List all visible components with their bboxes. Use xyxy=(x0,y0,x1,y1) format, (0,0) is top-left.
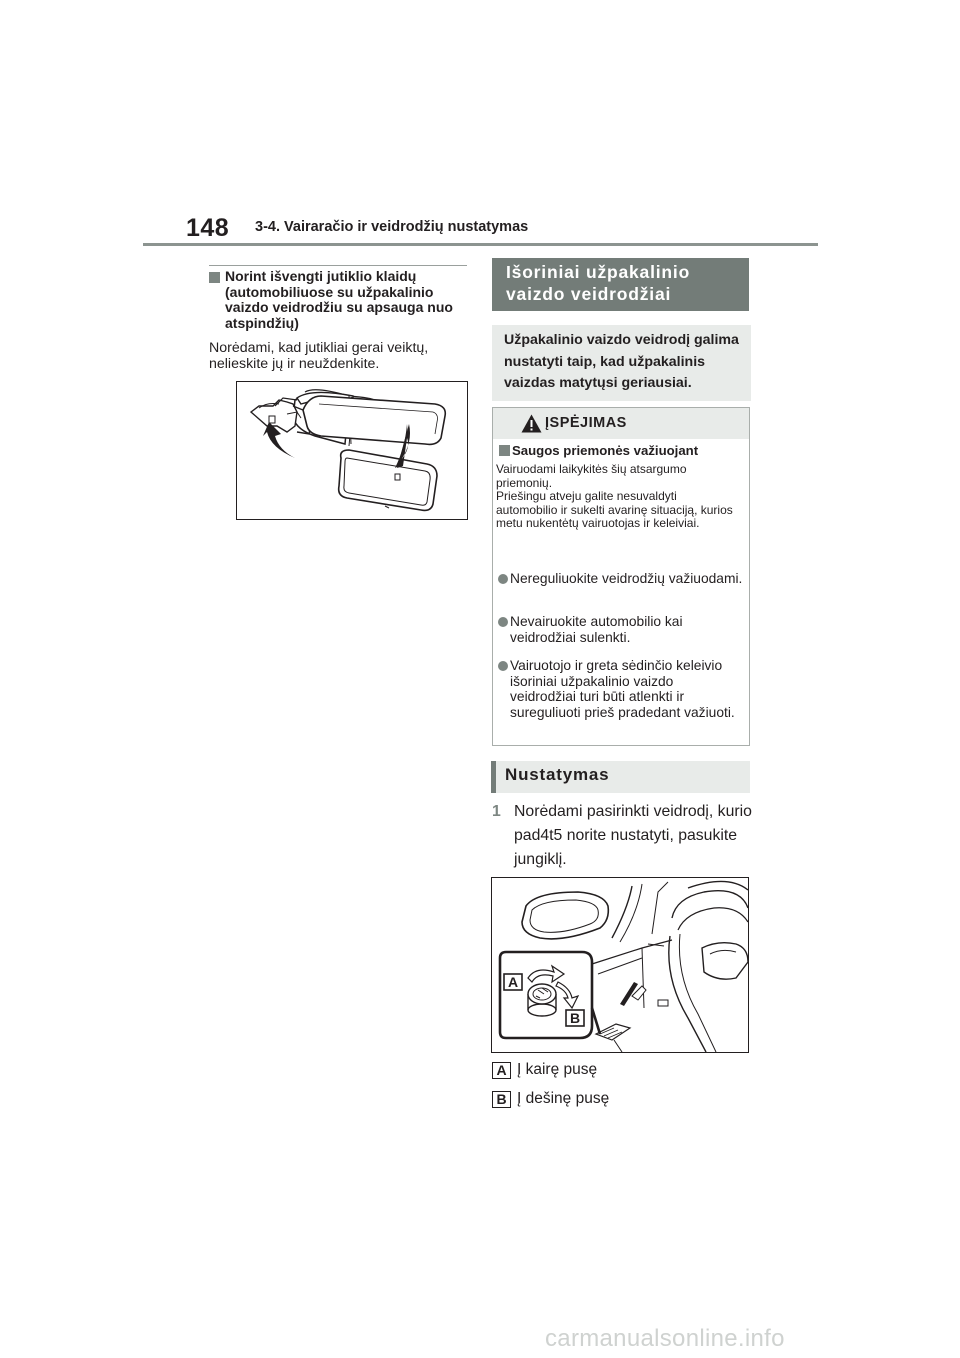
warning-subtitle-text: Saugos priemonės važiuojant xyxy=(512,443,699,458)
legend-item-a xyxy=(492,1061,597,1079)
mirror-switch-illustration xyxy=(491,877,749,1053)
page-number: 148 xyxy=(186,214,230,242)
warning-bullet-2 xyxy=(498,614,743,645)
warning-triangle-icon xyxy=(521,414,542,433)
warning-bullet-text: Nevairuokite automobilio kai veidrodžiai sulenkti. xyxy=(510,614,683,645)
left-heading-divider xyxy=(209,265,467,266)
label-a: A xyxy=(507,974,519,990)
square-bullet-icon xyxy=(499,445,510,456)
warning-note: Vairuodami laikykitės šių atsargumo priemonių. Priešingu atveju galite nesuvaldyti automobilio ir sukelti avarinę situaciją, kurios metu nukentėtų vairuotojas ir keleiviai. xyxy=(496,462,733,531)
intro-box: Užpakalinio vaizdo veidrodį galima nustatyti taip, kad užpakalinis vaizdas matytųsi geriausiai. xyxy=(492,325,751,401)
section-header-adjustment: Nustatymas xyxy=(491,761,750,793)
legend-badge-b: B xyxy=(492,1091,511,1108)
warning-bullet-1 xyxy=(498,571,743,587)
step-number: 1 xyxy=(492,803,501,820)
left-body-text: Norėdami, kad jutikliai gerai veiktų, nelieskite jų ir neuždenkite. xyxy=(209,340,429,372)
section-title: 3-4. Vairaračio ir veidrodžių nustatymas xyxy=(255,219,529,235)
left-heading xyxy=(209,269,471,331)
round-bullet-icon xyxy=(498,574,508,584)
legend-text-b: Į dešinę pusę xyxy=(517,1090,610,1107)
legend-text-a: Į kairę pusę xyxy=(517,1061,598,1078)
section-header-exterior-mirrors: Išoriniai užpakalinio vaizdo veidrodžiai xyxy=(492,258,749,311)
warning-bullet-text: Nereguliuokite veidrodžių važiuodami. xyxy=(510,571,743,586)
round-bullet-icon xyxy=(498,617,508,627)
header-divider xyxy=(143,243,818,246)
legend-badge-a: A xyxy=(492,1062,511,1079)
round-bullet-icon xyxy=(498,661,508,671)
left-heading-text: Norint išvengti jutiklio klaidų (automobiliuose su užpakalinio vaizdo veidrodžiu su apsauga nuo atspindžių) xyxy=(225,268,453,331)
step-text: Norėdami pasirinkti veidrodį, kurio pad4t5 norite nustatyti, pasukite jungiklį. xyxy=(514,803,752,868)
step-1 xyxy=(492,800,754,872)
warning-title: ĮSPĖJIMAS xyxy=(545,415,627,431)
rearview-mirror-illustration xyxy=(236,381,468,520)
square-bullet-icon xyxy=(209,272,220,283)
rearview-mirror-drawing xyxy=(237,382,467,519)
label-b: B xyxy=(569,1010,581,1026)
watermark: carmanualsonline.info xyxy=(545,1325,785,1352)
warning-bullet-3 xyxy=(498,658,743,720)
legend-item-b xyxy=(492,1090,609,1108)
warning-bullet-text: Vairuotojo ir greta sėdinčio keleivio išoriniai užpakalinio vaizdo veidrodžiai turi būti atlenkti ir sureguliuoti prieš pradedant važiuoti. xyxy=(510,658,735,720)
warning-subtitle xyxy=(499,443,698,458)
warning-box xyxy=(492,407,750,746)
mirror-switch-drawing xyxy=(492,878,748,1052)
